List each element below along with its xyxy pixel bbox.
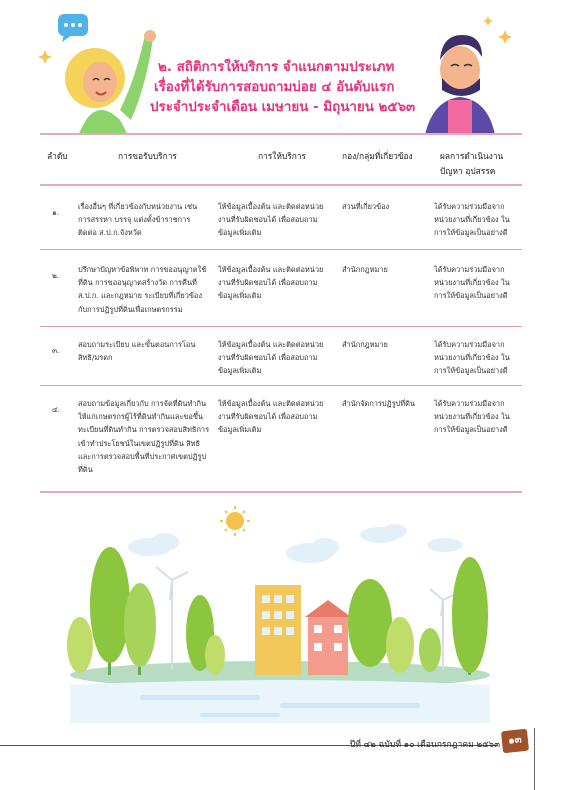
header-request: การขอรับบริการ (118, 151, 177, 161)
cloud-icon (128, 524, 463, 563)
row-divider (40, 326, 522, 327)
tree-icon (67, 547, 225, 675)
page-title (150, 58, 440, 118)
row-dept: สำนักกฎหมาย (342, 340, 388, 349)
header-result-line2: ปัญหา อุปสรรค (440, 166, 496, 176)
footer-vertical-line (534, 728, 535, 790)
row-service: ให้ข้อมูลเบื้องต้น และติดต่อหน่วยงานที่รับผิดชอบได้ เพื่อสอบถามข้อมูลเพิ่มเติม (218, 202, 324, 238)
row-number: ๒. (52, 271, 60, 280)
header-no: ลำดับ (47, 151, 68, 161)
row-service: ให้ข้อมูลเบื้องต้น และติดต่อหน่วยงานที่รับผิดชอบได้ เพื่อสอบถามข้อมูลเพิ่มเติม (218, 265, 324, 301)
row-result: ได้รับความร่วมมือจากหน่วยงานที่เกี่ยวข้อง ในการให้ข้อมูลเป็นอย่างดี (434, 265, 510, 301)
woman-waving-illustration (65, 30, 156, 135)
title-line-1: ๒. สถิติการให้บริการ จำแนกตามประเภท (158, 60, 395, 75)
row-result: ได้รับความร่วมมือจากหน่วยงานที่เกี่ยวข้อง ในการให้ข้อมูลเป็นอย่างดี (434, 202, 510, 238)
row-dept: สำนักกฎหมาย (342, 265, 388, 274)
header-dept: กอง/กลุ่มที่เกี่ยวข้อง (342, 151, 413, 161)
row-number: ๑. (52, 208, 60, 217)
table-bottom-divider (40, 491, 522, 493)
header-service: การให้บริการ (258, 151, 306, 161)
sun-icon (220, 506, 250, 536)
header-divider (40, 184, 522, 186)
green-city-illustration (50, 505, 510, 730)
row-dept: ส่วนที่เกี่ยวข้อง (342, 202, 390, 211)
title-line-2: เรื่องที่ได้รับการสอบถามบ่อย ๔ อันดับแรก (154, 80, 395, 95)
row-number: ๔. (52, 405, 60, 414)
row-request: ปรึกษาปัญหาข้อพิพาท การขออนุญาตใช้ที่ดิน การขออนุญาตสร้างวัด การคืนที่ ส.ป.ก. และกฎหมาย ระเบียบที่เกี่ยวข้องกับการปฏิรูปที่ดินเพื่อเกษตรกรรม (78, 265, 207, 314)
title-line-3: ประจำประจำเดือน เมษายน - มิถุนายน ๒๕๖๓ (150, 100, 416, 115)
row-service: ให้ข้อมูลเบื้องต้น และติดต่อหน่วยงานที่รับผิดชอบได้ เพื่อสอบถามข้อมูลเพิ่มเติม (218, 340, 324, 376)
row-request: สอบถามข้อมูลเกี่ยวกับ การจัดที่ดินทำกินให้แก่เกษตรกรผู้ไร้ที่ดินทำกินและขอขึ้นทะเบียนที่ดินทำกิน การตรวจสอบสิทธิการเข้าทำประโยชน์ในเขตปฏิรูปที่ดิน สิทธิและการตรวจสอบพื้นที่ประกาศเขตปฏิรูปที่ดิน (78, 399, 210, 475)
row-service: ให้ข้อมูลเบื้องต้น และติดต่อหน่วยงานที่รับผิดชอบได้ เพื่อสอบถามข้อมูลเพิ่มเติม (218, 399, 324, 435)
header-result-line1: ผลการดำเนินงาน (440, 151, 504, 161)
row-result: ได้รับความร่วมมือจากหน่วยงานที่เกี่ยวข้อง ในการให้ข้อมูลเป็นอย่างดี (434, 399, 510, 435)
row-dept: สำนักจัดการปฏิรูปที่ดิน (342, 399, 415, 408)
row-request: เรื่องอื่นๆ ที่เกี่ยวข้องกับหน่วยงาน เช่น การสรรหา บรรจุ แต่งตั้งข้าราชการ ติดต่อ ส.ป.ก.จังหวัด (78, 202, 198, 238)
table-top-divider (40, 133, 522, 135)
chat-bubble-icon (58, 14, 88, 42)
page-number-badge: ๑๓ (501, 729, 529, 754)
row-result: ได้รับความร่วมมือจากหน่วยงานที่เกี่ยวข้อง ในการให้ข้อมูลเป็นอย่างดี (434, 340, 510, 376)
tree-icon (348, 557, 488, 675)
row-request: สอบถามระเบียบ และขั้นตอนการโอนสิทธิ/มรดก (78, 340, 196, 363)
row-number: ๓. (52, 346, 60, 355)
row-divider (40, 249, 522, 250)
issue-info: ปีที่ ๔๒ ฉบับที่ ๑๐ เดือนกรกฎาคม ๒๕๖๓ (349, 740, 500, 750)
row-divider (40, 385, 522, 386)
